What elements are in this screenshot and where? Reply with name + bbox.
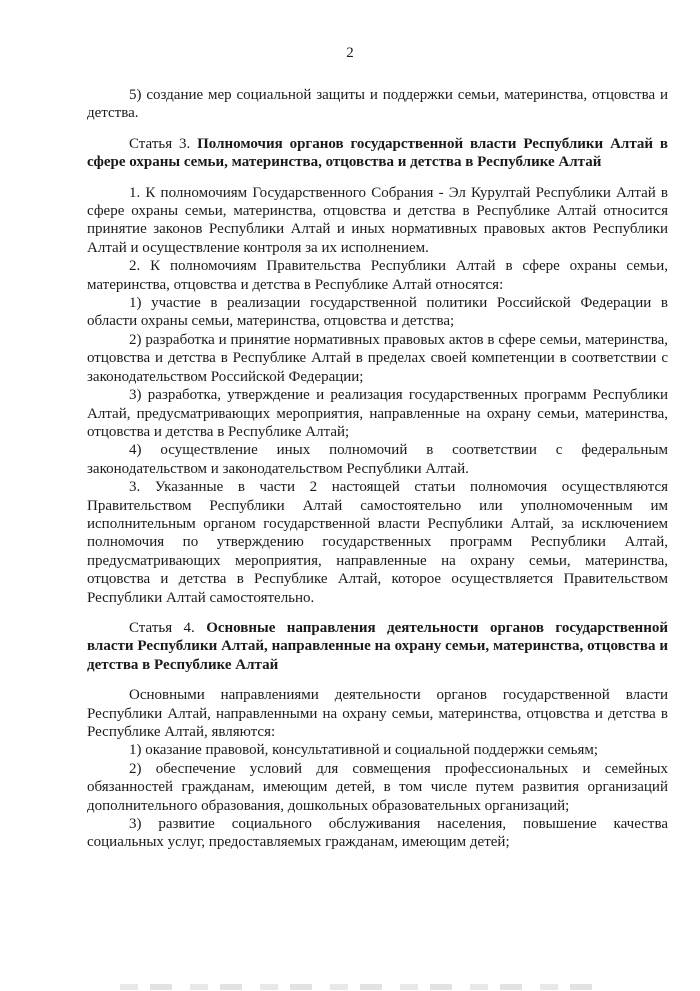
scan-artifact <box>120 984 600 990</box>
article-3-heading <box>87 135 668 172</box>
list-item: 5) создание мер социальной защиты и поддержки семьи, материнства, отцовства и детства. <box>87 87 668 122</box>
paragraph: 3. Указанные в части 2 настоящей статьи полномочия осуществляются Правительством Республики Алтай самостоятельно или уполномоченным им исполнительным органом государственной власти Республики Алтай, за исключением полномочия по утверждению государственных программ Республики Алтай, предусматривающих мероприятия, направленные на охрану семьи, материнства, отцовства и детства в Республике Алтай, которое осуществляется Правительством Республики Алтай самостоятельно. <box>87 479 668 606</box>
paragraph: 2. К полномочиям Правительства Республики Алтай в сфере охраны семьи, материнства, отцовства и детства в Республике Алтай относятся: <box>87 258 668 293</box>
article-4-prefix: Статья 4. <box>129 619 207 636</box>
article-4-title: Основные направления деятельности органов государственной власти Республики Алтай, направленные на охрану семьи, материнства, отцовства и детства в Республике Алтай <box>87 619 668 673</box>
article-4-heading <box>87 619 668 674</box>
list-item: 3) развитие социального обслуживания населения, повышение качества социальных услуг, предоставляемых гражданам, имеющим детей; <box>87 816 668 851</box>
list-item: 2) разработка и принятие нормативных правовых актов в сфере семьи, материнства, отцовства и детства в Республике Алтай в пределах своей компетенции в соответствии с законодательством Российской Федерации; <box>87 331 668 385</box>
paragraph: 1. К полномочиям Государственного Собрания - Эл Курултай Республики Алтай в сфере охраны семьи, материнства, отцовства и детства в Республике Алтай относится принятие законов Республики Алтай и иных нормативных правовых актов Республики Алтай и осуществление контроля за их исполнением. <box>87 184 668 256</box>
list-item: 4) осуществление иных полномочий в соответствии с федеральным законодательством и законодательством Республики Алтай. <box>87 442 668 477</box>
paragraph: Основными направлениями деятельности органов государственной власти Республики Алтай, направленными на охрану семьи, материнства, отцовства и детства в Республике Алтай, являются: <box>87 687 668 740</box>
document-body <box>87 86 668 852</box>
list-item: 1) участие в реализации государственной политики Российской Федерации в области охраны семьи, материнства, отцовства и детства; <box>87 295 668 330</box>
list-item: 3) разработка, утверждение и реализация государственных программ Республики Алтай, предусматривающих мероприятия, направленные на охрану семьи, материнства, отцовства и детства в Республике Алтай; <box>87 387 668 440</box>
list-item: 1) оказание правовой, консультативной и социальной поддержки семьям; <box>129 742 599 759</box>
page-number: 2 <box>346 45 354 61</box>
article-3-title: Полномочия органов государственной власти Республики Алтай в сфере охраны семьи, материнства, отцовства и детства в Республике Алтай <box>87 135 668 171</box>
list-item: 2) обеспечение условий для совмещения профессиональных и семейных обязанностей гражданам, имеющим детей, в том числе путем развития организаций дополнительного образования, дошкольных образовательных организаций; <box>87 760 668 814</box>
article-3-prefix: Статья 3. <box>129 135 198 152</box>
